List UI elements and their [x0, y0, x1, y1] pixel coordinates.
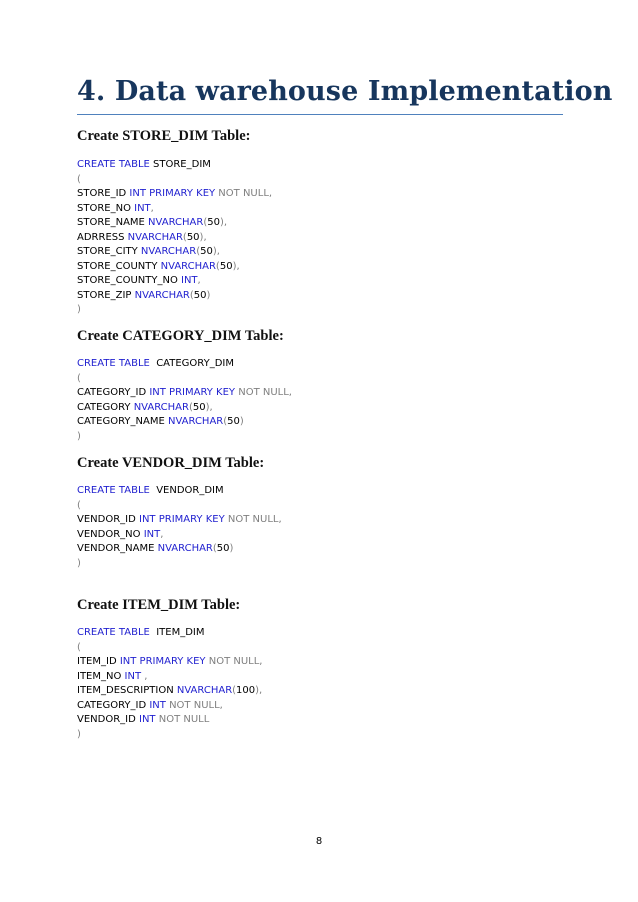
sql-punctuation: ) [206, 289, 211, 301]
sql-punctuation: ) [77, 430, 81, 442]
sql-punctuation: ), [255, 685, 263, 696]
sql-keyword: INT PRIMARY KEY [129, 188, 216, 199]
sql-keyword: INT PRIMARY KEY [119, 656, 206, 667]
sql-punctuation: ) [229, 543, 234, 554]
code-line [77, 260, 272, 275]
sql-punctuation: ( [223, 416, 228, 427]
sql-keyword: INT [143, 528, 161, 540]
sql-identifier: STORE_CITY [77, 246, 141, 257]
sql-punctuation: ( [212, 543, 217, 554]
sql-identifier: STORE_ID [77, 188, 130, 199]
code-line [77, 626, 263, 641]
sql-keyword: INT PRIMARY KEY [139, 514, 225, 525]
sql-identifier: VENDOR_ID [77, 514, 139, 525]
sql-keyword: NVARCHAR [127, 231, 183, 243]
code-line [77, 684, 263, 699]
code-line [77, 484, 282, 499]
code-line [77, 158, 272, 173]
code-line [77, 245, 272, 260]
sql-identifier: CATEGORY_NAME [77, 416, 168, 427]
code-line [77, 670, 263, 685]
sql-identifier: CATEGORY [77, 401, 134, 413]
sql-identifier: STORE_COUNTY_NO [77, 275, 181, 286]
sql-keyword: NVARCHAR [134, 289, 190, 301]
code-block-category-dim [77, 357, 292, 444]
sql-keyword: INT [124, 670, 142, 682]
sql-identifier: CATEGORY_DIM [149, 358, 234, 369]
code-line [77, 372, 292, 387]
sql-punctuation: NOT NULL, [205, 656, 263, 667]
sql-identifier: VENDOR_DIM [149, 485, 224, 496]
sql-punctuation: ( [196, 246, 201, 257]
sql-keyword: INT [139, 714, 156, 725]
sql-keyword: CREATE TABLE [77, 159, 150, 170]
sql-keyword: NVARCHAR [133, 401, 189, 413]
sql-identifier: STORE_DIM [149, 159, 211, 170]
sql-punctuation: NOT NULL, [165, 699, 223, 711]
sql-identifier: 50 [200, 246, 213, 257]
code-line [77, 386, 292, 401]
sql-punctuation: ), [212, 246, 220, 257]
code-line [77, 542, 282, 557]
sql-punctuation: ( [203, 217, 208, 228]
code-line [77, 231, 272, 246]
sql-identifier: 50 [219, 260, 233, 272]
sql-punctuation: ( [77, 173, 81, 185]
sql-punctuation: ( [215, 260, 220, 272]
sql-identifier: 50 [216, 543, 230, 554]
code-line [77, 641, 263, 656]
sql-identifier: CATEGORY_ID [77, 387, 150, 398]
code-line [77, 216, 272, 231]
sql-identifier: 100 [236, 685, 256, 696]
sql-identifier: STORE_NAME [77, 217, 149, 228]
sql-keyword: CREATE TABLE [77, 485, 150, 496]
sql-keyword: CREATE TABLE [77, 358, 150, 369]
sql-identifier: VENDOR_NAME [77, 543, 158, 554]
sql-punctuation: , [160, 528, 164, 540]
sql-identifier: 50 [227, 416, 240, 427]
sql-keyword: CREATE TABLE [77, 627, 150, 638]
sql-punctuation: ( [189, 289, 194, 301]
sql-identifier: ITEM_ID [77, 656, 120, 667]
sql-keyword: INT [149, 699, 166, 711]
sql-punctuation: ), [232, 260, 240, 272]
code-block-vendor-dim [77, 484, 282, 571]
code-line [77, 499, 282, 514]
sql-punctuation: ), [199, 231, 207, 243]
sql-identifier: STORE_NO [77, 202, 135, 214]
page-number: 8 [315, 836, 323, 847]
sql-keyword: NVARCHAR [157, 543, 213, 554]
sql-punctuation: ( [77, 499, 81, 511]
code-line [77, 728, 263, 743]
code-line [77, 187, 272, 202]
sql-punctuation: ( [77, 372, 81, 384]
section-heading-store-dim: Create STORE_DIM Table: [77, 128, 251, 144]
code-block-store-dim [77, 158, 272, 318]
code-line [77, 303, 272, 318]
sql-identifier: CATEGORY_ID [77, 699, 150, 711]
sql-punctuation: ), [219, 217, 228, 228]
sql-punctuation: ( [232, 685, 237, 696]
sql-identifier: ITEM_DIM [149, 627, 205, 638]
sql-identifier: 50 [192, 401, 206, 413]
sql-punctuation: ( [188, 401, 193, 413]
section-heading-item-dim: Create ITEM_DIM Table: [77, 597, 241, 613]
page-title: 4. Data warehouse Implementation [77, 76, 613, 107]
code-line [77, 513, 282, 528]
sql-keyword: INT PRIMARY KEY [149, 387, 236, 398]
sql-punctuation: ) [77, 304, 81, 315]
sql-punctuation: NOT NULL [155, 714, 210, 725]
code-line [77, 357, 292, 372]
sql-punctuation: , [141, 670, 148, 682]
code-block-item-dim [77, 626, 263, 742]
sql-punctuation: NOT NULL, [224, 514, 282, 525]
sql-punctuation: ) [77, 557, 81, 569]
sql-identifier: VENDOR_ID [77, 714, 139, 725]
sql-keyword: NVARCHAR [176, 685, 233, 696]
sql-punctuation: ( [182, 231, 187, 243]
sql-keyword: INT [134, 202, 151, 214]
code-line [77, 557, 282, 572]
sql-identifier: VENDOR_NO [77, 528, 144, 540]
sql-identifier: ITEM_NO [77, 670, 125, 682]
sql-keyword: NVARCHAR [148, 217, 204, 228]
sql-identifier: 50 [193, 289, 207, 301]
code-line [77, 289, 272, 304]
code-line [77, 655, 263, 670]
code-line [77, 173, 272, 188]
sql-punctuation: NOT NULL, [215, 188, 273, 199]
sql-keyword: NVARCHAR [160, 260, 216, 272]
sql-punctuation: ), [205, 401, 213, 413]
sql-identifier: ADRRESS [77, 231, 128, 243]
section-heading-vendor-dim: Create VENDOR_DIM Table: [77, 455, 265, 471]
sql-identifier: 50 [186, 231, 200, 243]
code-line [77, 699, 263, 714]
code-line [77, 202, 272, 217]
sql-identifier: STORE_ZIP [77, 289, 135, 301]
sql-punctuation: ( [77, 641, 81, 653]
sql-identifier: ITEM_DESCRIPTION [77, 685, 177, 696]
section-heading-category-dim: Create CATEGORY_DIM Table: [77, 328, 284, 344]
sql-identifier: STORE_COUNTY [77, 260, 161, 272]
sql-punctuation: ) [77, 728, 81, 740]
sql-keyword: NVARCHAR [140, 246, 197, 257]
code-line [77, 713, 263, 728]
code-line [77, 415, 292, 430]
sql-keyword: NVARCHAR [167, 416, 224, 427]
sql-punctuation: ) [239, 416, 244, 427]
code-line [77, 430, 292, 445]
title-underline [77, 114, 563, 115]
sql-keyword: INT [181, 275, 198, 286]
code-line [77, 528, 282, 543]
sql-punctuation: , [197, 275, 201, 286]
sql-punctuation: NOT NULL, [235, 387, 292, 398]
code-line [77, 401, 292, 416]
sql-identifier: 50 [207, 217, 220, 228]
sql-punctuation: , [150, 202, 154, 214]
code-line [77, 274, 272, 289]
